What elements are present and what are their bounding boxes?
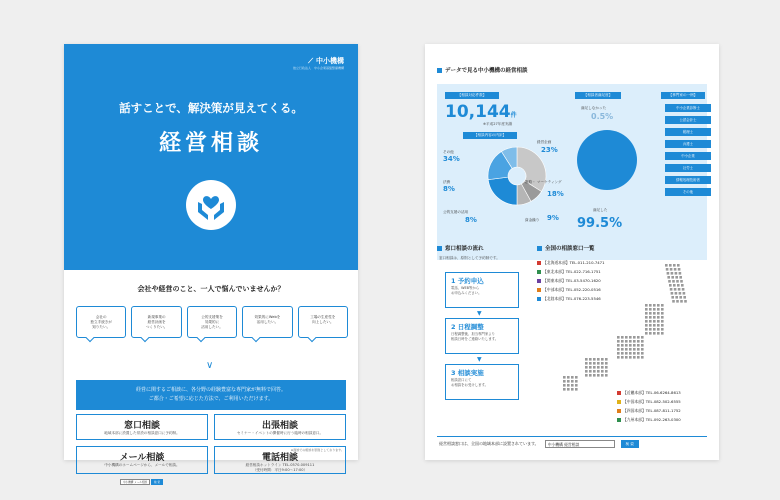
map-dot: [641, 352, 644, 355]
map-dot: [633, 352, 636, 355]
chevron-down-icon: ∨: [206, 360, 214, 371]
map-dot: [645, 308, 648, 311]
map-dot: [641, 344, 644, 347]
map-dot: [657, 328, 660, 331]
map-dot: [601, 358, 604, 361]
map-dot: [605, 358, 608, 361]
map-dot: [593, 358, 596, 361]
office-contact: [617, 390, 681, 396]
tag-fields: 【専門家の一例】: [661, 92, 705, 99]
field-item: 情報処理技術者: [665, 176, 711, 184]
service-name: 電話相談: [261, 453, 298, 463]
section-title-offices: 全国の相談窓口一覧: [537, 244, 595, 252]
service-name: 出張相談: [261, 421, 298, 431]
map-dot: [653, 316, 656, 319]
office-color-marker: [617, 409, 621, 413]
map-dot: [633, 344, 636, 347]
office-name: 【北陸本部】TEL.076-223-5546: [543, 296, 601, 301]
stat-value: 9%: [547, 214, 559, 222]
map-dot: [677, 284, 680, 287]
satisfied-label: 満足した: [593, 208, 608, 212]
map-dot: [621, 356, 624, 359]
map-dot: [567, 376, 570, 379]
map-dot: [645, 324, 648, 327]
map-dot: [567, 384, 570, 387]
office-contact: [537, 278, 601, 284]
concern-bubble: 効果的にWebを 活用したい。: [242, 306, 292, 338]
info-line: ご都合・ご希望に応じた方法で、ご利用いただけます。: [148, 396, 274, 402]
map-dot: [629, 344, 632, 347]
map-dot: [617, 348, 620, 351]
map-dot: [649, 324, 652, 327]
map-dot: [563, 376, 566, 379]
map-dot: [678, 288, 681, 291]
office-name: 【関東本部】TEL.03-5470-1620: [543, 278, 601, 283]
stat-label: 資金繰り: [525, 218, 540, 222]
count-value: 10,144件: [445, 102, 517, 122]
office-name: 【四国本部】TEL.087-811-1752: [623, 408, 681, 413]
field-item: 中小企業診断士: [665, 104, 711, 112]
map-dot: [666, 268, 669, 271]
map-dot: [597, 374, 600, 377]
map-dot: [625, 336, 628, 339]
map-dot: [653, 304, 656, 307]
office-color-marker: [537, 279, 541, 283]
map-dot: [601, 370, 604, 373]
map-dot: [601, 366, 604, 369]
tagline: 話すことで、解決策が見えてくる。: [119, 101, 303, 115]
search-button[interactable]: 検 索: [621, 440, 639, 448]
map-dot: [645, 328, 648, 331]
map-dot: [680, 280, 683, 283]
map-dot: [681, 284, 684, 287]
office-color-marker: [617, 400, 621, 404]
stat-value: 18%: [547, 190, 564, 198]
map-dot: [597, 358, 600, 361]
map-dot: [571, 384, 574, 387]
map-dot: [637, 348, 640, 351]
field-item: 公認会計士: [665, 116, 711, 124]
service-desc: 地域本部に設置した常設の相談窓口に予約制。: [104, 431, 180, 435]
map-dot: [674, 268, 677, 271]
field-item: その他: [665, 188, 711, 196]
map-dot: [661, 312, 664, 315]
tag-count: 【相談対応件数】: [445, 92, 499, 99]
map-dot: [563, 384, 566, 387]
map-dot: [567, 380, 570, 383]
data-panel: [437, 84, 707, 260]
map-dot: [629, 336, 632, 339]
map-dot: [621, 336, 624, 339]
map-dot: [645, 304, 648, 307]
unsatisfied-value: 0.5%: [591, 112, 614, 121]
map-dot: [673, 264, 676, 267]
map-dot: [625, 348, 628, 351]
map-dot: [661, 332, 664, 335]
map-dot: [629, 356, 632, 359]
map-dot: [617, 344, 620, 347]
map-dot: [676, 300, 679, 303]
stat-label: その他: [443, 150, 454, 154]
stat-label: 販路・ マーケティング: [525, 180, 562, 184]
info-line: 経営に関するご相談に、各分野の経験豊富な専門家が無料で回答。: [135, 387, 286, 393]
map-dot: [661, 328, 664, 331]
map-dot: [677, 264, 680, 267]
map-dot: [645, 312, 648, 315]
map-dot: [629, 348, 632, 351]
map-dot: [589, 366, 592, 369]
map-dot: [649, 304, 652, 307]
search-input[interactable]: 中小機構 経営相談: [545, 440, 615, 448]
office-contact: [537, 287, 601, 293]
office-color-marker: [537, 270, 541, 274]
map-dot: [676, 280, 679, 283]
map-dot: [657, 304, 660, 307]
map-dot: [679, 272, 682, 275]
map-dot: [633, 356, 636, 359]
map-dot: [670, 268, 673, 271]
square-icon: [537, 246, 542, 251]
map-dot: [597, 362, 600, 365]
map-dot: [601, 374, 604, 377]
map-dot: [645, 316, 648, 319]
mini-search-field: 中小機構 メール相談: [120, 479, 150, 485]
map-dot: [661, 320, 664, 323]
field-item: 社労士: [665, 164, 711, 172]
map-dot: [571, 380, 574, 383]
map-dot: [633, 340, 636, 343]
concern-bubbles: [76, 306, 348, 338]
map-dot: [641, 336, 644, 339]
map-dot: [669, 264, 672, 267]
concern-bubble: 会社の 独立手続きが 知りたい。: [76, 306, 126, 338]
map-dot: [585, 366, 588, 369]
stat-value: 8%: [443, 185, 455, 193]
concern-bubble: 工場の生産性を 向上したい。: [298, 306, 348, 338]
map-dot: [593, 366, 596, 369]
flow-step: 2 日程調整 日程調整後、担当専門家より 相談日時をご連絡いたします。: [445, 318, 519, 354]
organization-logo: ⟋ 中小機構: [308, 56, 344, 65]
map-dot: [633, 336, 636, 339]
map-dot: [585, 362, 588, 365]
map-dot: [605, 366, 608, 369]
service-name: メール相談: [119, 453, 165, 463]
map-dot: [674, 288, 677, 291]
flow-step: 1 予約申込 電話、WEB等から お申込みください。: [445, 272, 519, 308]
section-title-flow: 窓口相談の流れ: [437, 244, 484, 252]
foot-note: ※面談での相談を原則としております。: [290, 448, 344, 452]
map-dot: [668, 280, 671, 283]
map-dot: [671, 292, 674, 295]
map-dot: [657, 324, 660, 327]
map-dot: [637, 340, 640, 343]
map-dot: [667, 272, 670, 275]
map-dot: [671, 296, 674, 299]
map-dot: [621, 352, 624, 355]
map-dot: [625, 356, 628, 359]
map-dot: [617, 356, 620, 359]
map-dot: [563, 380, 566, 383]
map-dot: [621, 340, 624, 343]
map-dot: [675, 292, 678, 295]
tag-content: 【相談内容の内訳】: [463, 132, 517, 139]
flow-intro: 窓口相談は、原則として予約制です。: [439, 256, 500, 260]
map-dot: [680, 300, 683, 303]
map-dot: [645, 320, 648, 323]
arrow-down-icon: ▼: [477, 356, 482, 363]
map-dot: [571, 388, 574, 391]
bottom-bar: [437, 436, 707, 450]
service-email: [76, 446, 208, 484]
map-dot: [597, 370, 600, 373]
map-dot: [653, 312, 656, 315]
office-name: 【北海道本部】TEL.011-210-7471: [543, 260, 605, 265]
map-dot: [605, 374, 608, 377]
question-heading: 会社や経営のこと、一人で悩んでいませんか？: [137, 285, 285, 293]
map-dot: [649, 316, 652, 319]
office-name: 【中部本部】TEL.052-220-0516: [543, 287, 601, 292]
map-dot: [657, 312, 660, 315]
office-contact: [537, 260, 605, 266]
map-dot: [575, 384, 578, 387]
map-dot: [589, 374, 592, 377]
map-dot: [665, 264, 668, 267]
map-dot: [679, 296, 682, 299]
map-dot: [575, 388, 578, 391]
map-dot: [625, 344, 628, 347]
office-name: 【近畿本部】TEL.06-6264-8613: [623, 390, 681, 395]
office-color-marker: [537, 288, 541, 292]
map-dot: [597, 366, 600, 369]
map-dot: [675, 296, 678, 299]
flyer-title: 経営相談: [158, 131, 263, 156]
map-dot: [649, 332, 652, 335]
map-dot: [675, 276, 678, 279]
map-dot: [617, 340, 620, 343]
map-dot: [682, 288, 685, 291]
logo-mark-icon: ⟋: [308, 56, 313, 65]
map-dot: [589, 362, 592, 365]
field-item: 弁護士: [665, 140, 711, 148]
map-dot: [641, 356, 644, 359]
map-dot: [653, 320, 656, 323]
content-pie-chart: [487, 146, 547, 206]
map-dot: [678, 268, 681, 271]
hero-section: [64, 44, 358, 270]
service-desc: セミナー・イベントの開催時に行う臨時の相談窓口。: [236, 431, 324, 435]
map-dot: [571, 376, 574, 379]
map-dot: [661, 324, 664, 327]
map-dot: [683, 292, 686, 295]
square-icon: [437, 246, 442, 251]
map-dot: [671, 276, 674, 279]
map-dot: [637, 352, 640, 355]
map-dot: [667, 276, 670, 279]
bottom-text: 経営相談窓口は、全国の地域本部に設置されています。: [439, 440, 539, 446]
map-dot: [684, 300, 687, 303]
stat-label: 経営企画: [537, 140, 552, 144]
map-dot: [575, 376, 578, 379]
office-color-marker: [617, 391, 621, 395]
map-dot: [593, 374, 596, 377]
office-name: 【東北本部】TEL.022-716-1751: [543, 269, 601, 274]
map-dot: [649, 328, 652, 331]
map-dot: [617, 336, 620, 339]
map-dot: [679, 292, 682, 295]
map-dot: [625, 340, 628, 343]
map-dot: [625, 352, 628, 355]
map-dot: [605, 370, 608, 373]
flow-step: 3 相談実施 相談窓口にて お相談をお受けします。: [445, 364, 519, 400]
office-contact: [617, 417, 681, 423]
tag-satisfaction: 【相談者満足度】: [575, 92, 621, 99]
service-desc: 経営相談ホットライン TEL.0570-009111 （受付時間：平日9:00〜17:00）: [245, 463, 315, 472]
concern-bubble: 公的支援策を 効果的に 活用したい。: [187, 306, 237, 338]
map-dot: [669, 284, 672, 287]
map-dot: [617, 352, 620, 355]
arrow-down-icon: ▼: [477, 310, 482, 317]
map-dot: [605, 362, 608, 365]
map-dot: [661, 316, 664, 319]
field-item: 中小企業: [665, 152, 711, 160]
map-dot: [601, 362, 604, 365]
map-dot: [675, 272, 678, 275]
stat-value: 8%: [465, 216, 477, 224]
stat-value: 23%: [541, 146, 558, 154]
count-note: ※平成27年度実績: [483, 122, 513, 126]
map-dot: [661, 304, 664, 307]
map-dot: [683, 296, 686, 299]
map-dot: [679, 276, 682, 279]
map-dot: [593, 370, 596, 373]
map-dot: [637, 356, 640, 359]
concern-bubble: 新規事業の 経営計画を つくりたい。: [131, 306, 181, 338]
map-dot: [653, 332, 656, 335]
office-color-marker: [537, 297, 541, 301]
square-icon: [437, 68, 442, 73]
map-dot: [661, 308, 664, 311]
map-dot: [641, 348, 644, 351]
map-dot: [629, 352, 632, 355]
office-name: 【九州本部】TEL.092-263-0300: [623, 417, 681, 422]
back-flyer: [425, 44, 719, 460]
stat-label: 公的支援の活用: [443, 210, 469, 214]
map-dot: [637, 336, 640, 339]
map-dot: [657, 308, 660, 311]
map-dot: [672, 280, 675, 283]
map-dot: [671, 272, 674, 275]
office-contact: [617, 408, 681, 414]
satisfaction-circle: [577, 130, 637, 190]
map-dot: [621, 348, 624, 351]
map-dot: [589, 370, 592, 373]
map-dot: [633, 348, 636, 351]
service-name: 窓口相談: [123, 421, 160, 431]
map-dot: [645, 332, 648, 335]
mini-search-button: 検 索: [151, 479, 163, 485]
map-dot: [672, 300, 675, 303]
map-dot: [575, 380, 578, 383]
map-dot: [563, 388, 566, 391]
service-visit: [214, 414, 346, 440]
office-color-marker: [617, 418, 621, 422]
pie-slice: [488, 177, 517, 205]
office-name: 【中国本部】TEL.082-502-6555: [623, 399, 681, 404]
map-dot: [585, 374, 588, 377]
map-dot: [657, 316, 660, 319]
map-dot: [585, 370, 588, 373]
map-dot: [637, 344, 640, 347]
map-dot: [585, 358, 588, 361]
section-title-data: データで見る中小機構の経営相談: [437, 66, 528, 74]
map-dot: [670, 288, 673, 291]
logo-subtitle: 独立行政法人 中小企業基盤整備機構: [292, 66, 344, 70]
map-dot: [653, 308, 656, 311]
map-dot: [657, 332, 660, 335]
map-dot: [567, 388, 570, 391]
stat-label: 法務: [443, 180, 451, 184]
map-dot: [589, 358, 592, 361]
office-contact: [617, 399, 681, 405]
map-dot: [593, 362, 596, 365]
map-dot: [629, 340, 632, 343]
map-dot: [641, 340, 644, 343]
map-dot: [653, 328, 656, 331]
map-dot: [621, 344, 624, 347]
map-dot: [649, 320, 652, 323]
front-flyer: [64, 44, 358, 484]
satisfied-value: 99.5%: [577, 216, 623, 231]
unsatisfied-label: 満足しなかった: [581, 106, 607, 110]
service-desc: 中小機構のホームページから、メールで相談。: [104, 463, 180, 467]
map-dot: [649, 312, 652, 315]
map-dot: [649, 308, 652, 311]
map-dot: [657, 320, 660, 323]
info-band: [76, 380, 346, 410]
heart-hands-icon: [186, 180, 236, 230]
service-window: [76, 414, 208, 440]
stat-value: 34%: [443, 155, 460, 163]
office-contact: [537, 296, 601, 302]
office-contact: [537, 269, 601, 275]
map-dot: [653, 324, 656, 327]
map-dot: [673, 284, 676, 287]
field-item: 税理士: [665, 128, 711, 136]
office-color-marker: [537, 261, 541, 265]
